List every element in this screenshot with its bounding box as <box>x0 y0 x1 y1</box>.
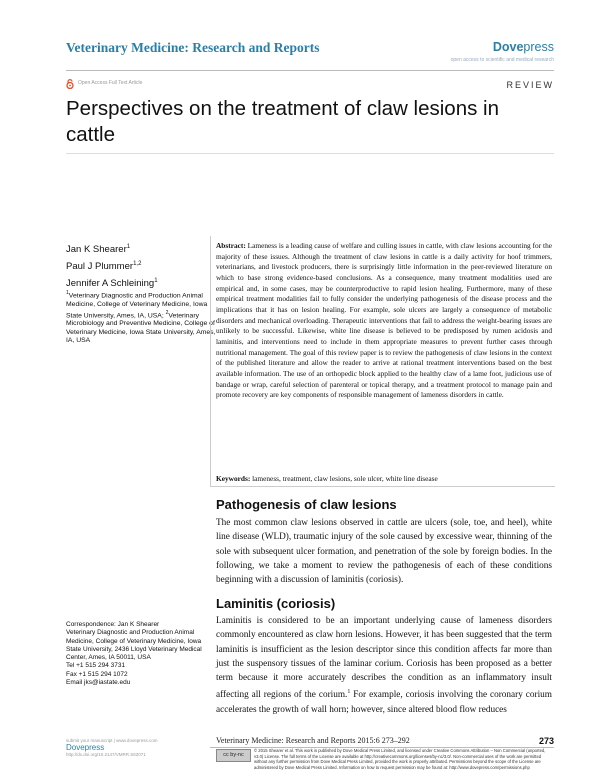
article-title: Perspectives on the treatment of claw lesions in cattle <box>66 97 499 146</box>
open-access-lock-icon <box>66 79 74 89</box>
section-heading-laminitis: Laminitis (coriosis) <box>216 596 336 611</box>
author-list <box>66 240 158 291</box>
abstract-label: Abstract: <box>216 241 246 250</box>
correspondence-email[interactable]: Email jks@iastate.edu <box>66 679 131 687</box>
header-divider <box>66 70 554 71</box>
publisher-logo[interactable] <box>493 40 554 54</box>
article-type-label: REVIEW <box>506 80 554 90</box>
publisher-logo-light: press <box>523 40 554 54</box>
left-footer <box>66 737 157 758</box>
title-divider <box>66 153 554 154</box>
correspondence-block <box>66 621 216 687</box>
correspondence-tel: Tel +1 515 294 3731 <box>66 662 126 670</box>
correspondence-fax: Fax +1 515 294 1072 <box>66 670 128 678</box>
paragraph-laminitis: Laminitis is considered to be an important underlying cause of lameness disorders commonly encountered as claw horn lesions. However, it has been suggested that the term laminitis is insufficient as the lesion descriptor since this condition affects far more than just the suspensory tissues of the laminar corium. Coriosis has been proposed as a better term because it more accurately describes the condition as an inflammatory insult affecting all regions of the corium.$^1$ For example, coriosis involving the coronary corium accelerates the growth of wall horn; however, since altered blood flow reduces <box>216 616 552 715</box>
author-2: Paul J Plummer$^{1,2}$ <box>66 261 142 273</box>
keywords <box>216 474 552 484</box>
affiliations: $^1$Veterinary Diagnostic and Production Animal Medicine, College of Veterinary Medicine, Iowa State University, Ames, IA, USA; $^2$Veterinary Microbiology and Preventive Medicine, College of Veterinary Medicine, Iowa State University, Ames, IA, USA <box>66 290 216 345</box>
journal-title: Veterinary Medicine: Research and Reports <box>66 40 320 55</box>
keywords-label: Keywords: <box>216 474 251 483</box>
author-1: Jan K Shearer$^1$ <box>66 244 131 256</box>
publisher-tagline: open access to scientific and medical research <box>450 57 554 63</box>
abstract <box>216 241 552 401</box>
correspondence-label: Correspondence: Jan K Shearer <box>66 621 160 628</box>
creative-commons-badge[interactable]: cc by-nc <box>216 749 251 762</box>
section-heading-pathogenesis: Pathogenesis of claw lesions <box>216 497 397 512</box>
correspondence-address: Veterinary Diagnostic and Production Animal Medicine, College of Veterinary Medicine, Iowa State University, 2436 Lloyd Veterinary Medical Center, Ames, IA 50011, USA <box>66 629 202 662</box>
page-number: 273 <box>538 736 554 746</box>
abstract-text: Lameness is a leading cause of welfare and culling issues in cattle, with claw lesions accounting for the majority of these issues. Although the treatment of claw lesions in cattle is a daily activity for hoof trimmers, veterinarians, and livestock producers, there is surprisingly little information in the peer-reviewed literature on which to base strong evidence-based conclusions. As a consequence, many treatment modalities used are empirical and, in some cases, may be counterproductive to rapid lesion healing. Furthermore, many of these empirical treatment modalities fail to fully consider the underlying pathogenesis of the disease process and the implications that it has on lesion healing. For example, sole ulcers are largely a consequence of metabolic disorders and mechanical overloading. Therapeutic interventions that fail to address the weight-bearing issues are unlikely to be successful. Likewise, white line disease is believed to be predisposed by rumen acidosis and laminitis, and interventions need to include in them appropriate measures to prevent further cases through nutritional management. The goal of this review paper is to review the pathogenesis of claw lesions in the context of the published literature and allow the reader to arrive at rational treatment interventions based on the best available information. The use of an orthopedic block applied to the healthy claw of a lame foot, judicious use of bandage or wrap, careful selection of parenteral or topical therapy, and a treatment protocol to manage pain and promote recovery are key components of responsible management of lameness disorders in cattle. <box>216 241 552 400</box>
open-access-label: Open Access Full Text Article <box>78 80 143 86</box>
paragraph-pathogenesis: The most common claw lesions observed in cattle are ulcers (sole, toe, and heel), white line disease (WLD), traumatic injury of the sole caused by excessive wear, thinning of the sole with subsequent ulcer formation, and penetration of the sole by foreign bodies. In the following, we take a moment to review the pathogenesis of each of these conditions beginning with a discussion of laminitis (coriosis). <box>216 518 552 586</box>
license-text: © 2015 Shearer et al. This work is published by Dove Medical Press Limited, and licensed under Creative Commons Attribution – Non Commercial (unported, v3.0) License. The full terms of the License are available at http://creativecommons.org/licenses/by-nc/3.0/. Non-commercial uses of the work are permitted without any further permission from Dove Medical Press Limited, provided the work is properly attributed. Permissions beyond the scope of the License are administered by Dove Medical Press Limited. Information on how to request permission may be found at: http://www.dovepress.com/permissions.php <box>254 748 546 770</box>
publisher-logo-bold: Dove <box>492 40 524 54</box>
keywords-text: lameness, treatment, claw lesions, sole ulcer, white line disease <box>250 474 438 483</box>
doi-link[interactable]: http://dx.doi.org/10.2147/VMRR.S62071 <box>66 752 146 757</box>
author-3: Jennifer A Schleining$^1$ <box>66 278 158 290</box>
submit-manuscript-link[interactable]: submit your manuscript | www.dovepress.com <box>66 738 158 743</box>
footer-citation: Veterinary Medicine: Research and Reports 2015:6 273–292 <box>216 736 410 745</box>
dovepress-logo[interactable]: Dovepress <box>66 743 105 752</box>
